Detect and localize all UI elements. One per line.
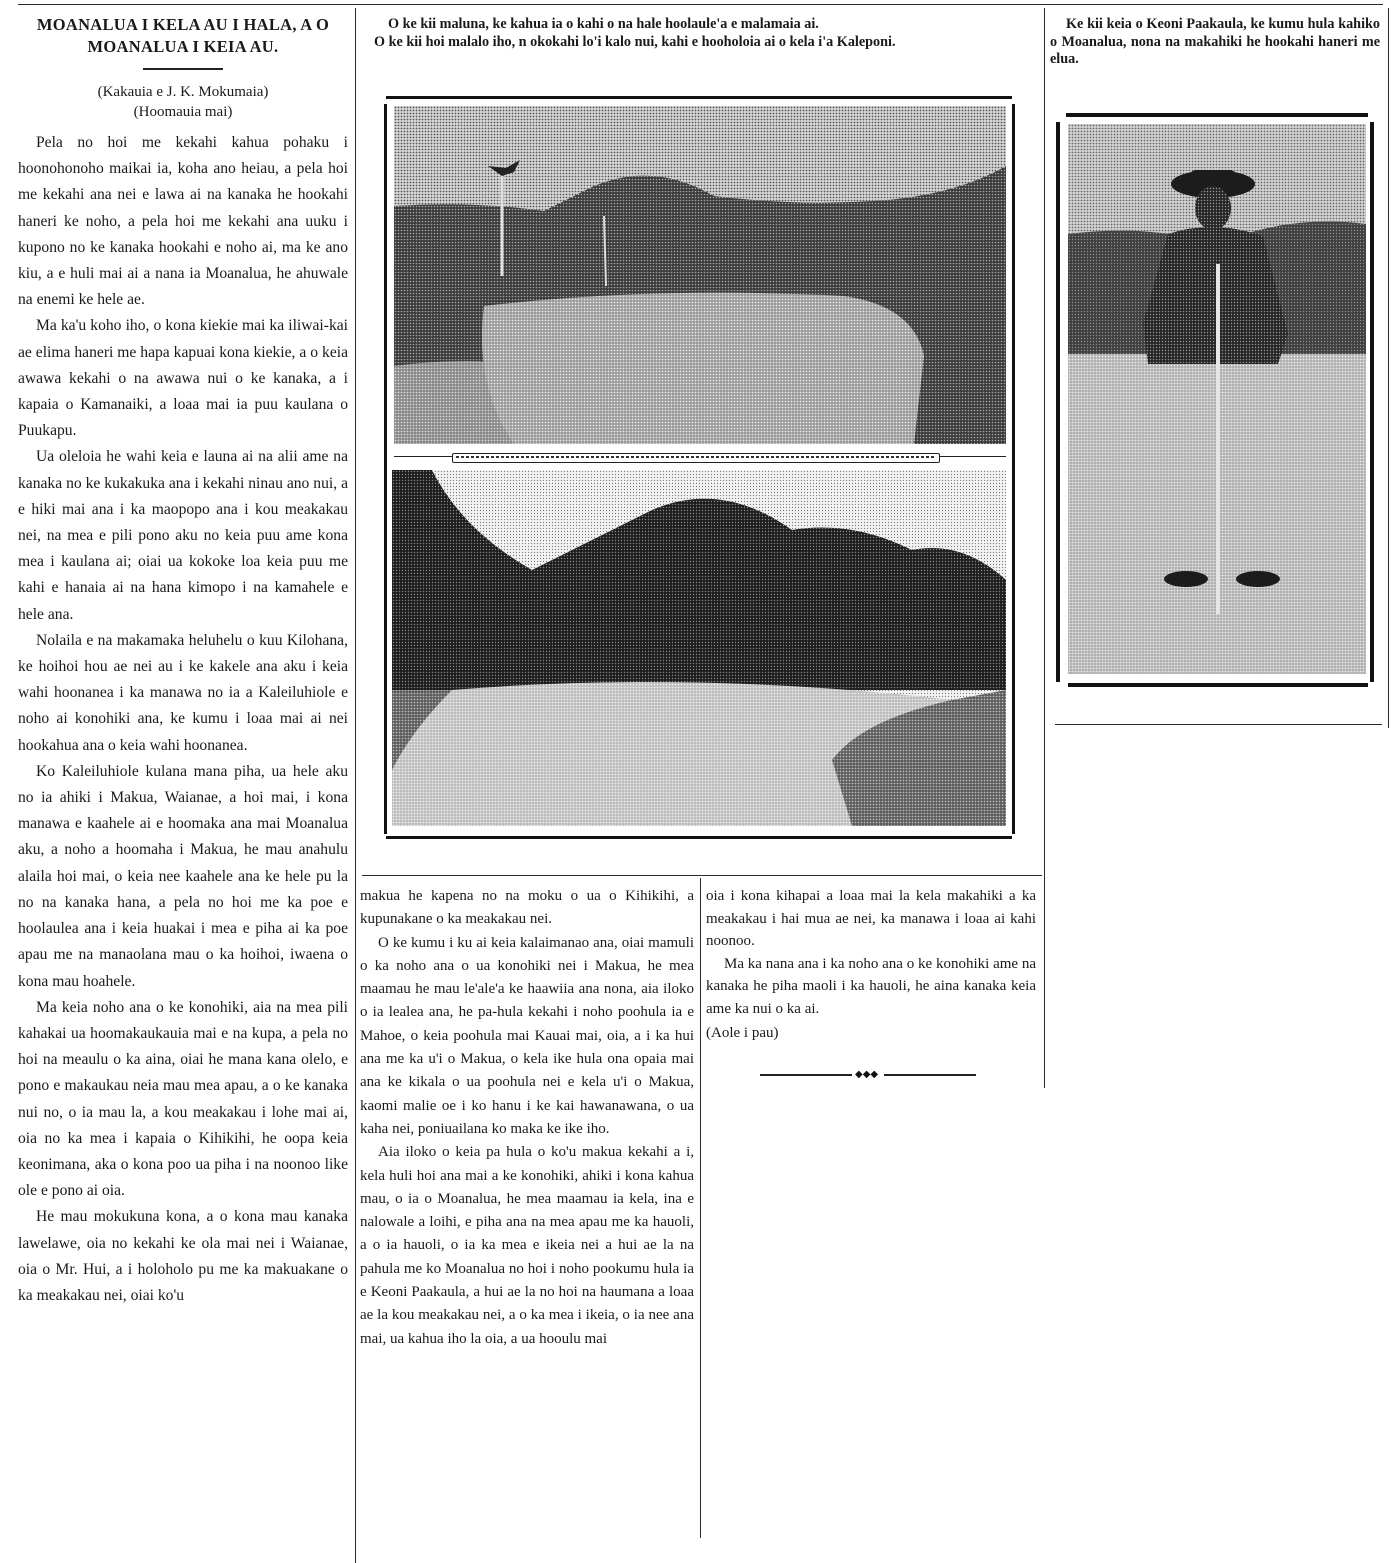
paragraph: Ma keia noho ana o ke konohiki, aia na mea pili kahakai ua hoomakaukauia mai e na kupa, a pela no hoi na meaulu o ka aina, oiai he mana kana olelo, e pono e makaukau neia mau mea apau, a o ke kanaka nui no, o ia mau la, a kou meakakau i lohe mai ai, oia no ka mea i kapaia o Kihikihi, he oopa keia keonimana, aka o kona poo ua piha i na noonoo like ole e pono ai oia. xyxy=(18,998,348,1200)
paragraph: Ma ka'u koho iho, o kona kiekie mai ka iliwai-kai ae elima haneri me hapa kapuai kona kiekie, a o keia awawa kekahi o na awawa nui o ke kanaka, a i kapaia o Kamanaiki, a loaa mai ia puu kaulana o Puukapu. xyxy=(18,317,348,440)
article-subline: (Hoomauia mai) xyxy=(133,104,233,120)
paragraph: Ma ka nana ana i ka noho ana o ke konohiki ame na kanaka he piha maoli i ka hauoli, he aina kanaka keia ame ka nui o ka ai. xyxy=(706,955,1036,1017)
center-photo-caption xyxy=(362,16,1034,51)
column-rule-3 xyxy=(700,878,701,1538)
article-headline: MOANALUA I KELA AU I HALA, A O MOANALUA I KEIA AU. xyxy=(36,15,330,56)
article-byline: (Kakauia e J. K. Mokumaia) xyxy=(97,84,269,100)
paragraph: Pela no hoi me kekahi kahua pohaku i hoonohonoho maikai ia, koha ano heiau, a pela hoi me kekahi ana nei e lawa ai na kanaka he hookahi haneri ke noho, a pela hoi me kekahi ana uuku i kupono no ke kanaka hookahi e noho ai, ma ke ano kiu, a e huli mai ai a nana ia Moanalua, he ahuwale na enemi ke hele ae. xyxy=(18,134,348,309)
caption-text: Ke kii keia o Keoni Paakaula, ke kumu hula kahiko o Moanalua, nona na makahiki he hookahi haneri me elua. xyxy=(1050,16,1380,67)
right-photo-bottom-rule xyxy=(1055,724,1382,725)
paragraph: Ua oleloia he wahi keia e launa ai na alii ame na kanaka no ke kukakuka ana i kekahi ninau ano nui, a e hiki mai ana i ka maopopo ana i kou meakakau nei, na mea e pili pono aku no keia puu ame kona mea i kaulana ai; oiai ua kokoke loa keia puu me kahi e hanaia ai na hana kimopo i na kamahele e hele ana. xyxy=(18,448,348,623)
landscape-field-image xyxy=(394,106,1006,444)
portrait-frame-bottom xyxy=(1068,683,1368,687)
photo-portrait-keoni-paakaula xyxy=(1068,124,1366,674)
paragraph: oia i kona kihapai a loaa mai la kela makahiki a ka meakakau i hai mua ae nei, ka manawa i loaa ai kahi noonoo. xyxy=(706,888,1036,949)
caption-line: O ke kii maluna, ke kahua ia o kahi o na hale hoolaule'a e malamaia ai. xyxy=(388,16,819,32)
photo-fishpond xyxy=(392,470,1006,826)
article-body-col3 xyxy=(706,885,1036,1045)
right-photo-caption xyxy=(1050,16,1380,69)
portrait-image xyxy=(1068,124,1366,674)
column-rule-4 xyxy=(1388,8,1389,728)
continued-note: (Aole i pau) xyxy=(706,1025,779,1041)
headline-divider xyxy=(143,68,223,70)
paragraph: Nolaila e na makamaka heluhelu o kuu Kilohana, ke hoihoi hou ae nei au i ke kakele ana aku i keia wahi hoonanea i ka manawa no ia a Kaleiluhiole e noho ai konohiki ana, ke kumu i loaa mai ai nei hookahua ana o keia wahi hoonanea. xyxy=(18,631,348,754)
photo-ornament-divider xyxy=(394,452,1006,464)
photo-frame-right xyxy=(1012,104,1015,834)
column-rule-2 xyxy=(1044,8,1045,1088)
section-rule xyxy=(362,875,1042,876)
article-column-1 xyxy=(18,0,348,1309)
paragraph: Aia iloko o keia pa hula o ko'u makua kekahi a i, kela huli hoi ana mai a ke konohiki, ahiki i kona kahua mau, o ia o Moanalua, he mea maamau ia kela, ina e nalowale a loihi, e piha ana na mea apau me ka hauoli, a o ia hauoli, o ia ka mea e ikeia nei a hui ae la na pahula me ko Moanalua no hoi i noho pookumu hula ia e Keoni Paakaula, a hui ae la no hoi na haumana a loaa ae la kou meakakau nei, a o ka mea i ikeia, o ia nee ana mai, ua kahua iho la oia, a ua hooulu mai xyxy=(360,1144,694,1347)
diamond-ornament-icon: ◆◆◆ xyxy=(855,1069,879,1080)
article-body-col1 xyxy=(18,130,348,1309)
paragraph: He mau mokukuna kona, a o kona mau kanaka lawelawe, oia no kekahi ke ola mai nei i Waianae, oia o Mr. Hui, a i holoholo pu me ka makuakane o ka meakakau nei, oiai ko'u xyxy=(18,1208,348,1304)
photo-frame-top xyxy=(386,96,1012,99)
photo-landscape-field xyxy=(394,106,1006,444)
end-ornament xyxy=(760,1070,976,1080)
caption-line: O ke kii hoi malalo iho, n okokahi lo'i kalo nui, kahi e hooholoia ai o kela i'a Kaleponi. xyxy=(374,33,896,50)
portrait-frame-top xyxy=(1066,113,1368,117)
fishpond-image xyxy=(392,470,1006,826)
photo-frame-left xyxy=(384,104,387,834)
portrait-frame-left xyxy=(1056,122,1060,682)
portrait-frame-right xyxy=(1370,122,1374,682)
photo-frame-bottom xyxy=(386,836,1012,839)
paragraph: O ke kumu i ku ai keia kalaimanao ana, oiai mamuli o ka noho ana o ua konohiki nei i Makua, he mea maamau he mau le'ale'a ke haawiia ana nona, aia iloko o ia lealea ana, he pa-hula kekahi i noho poohula ia e Mahoe, o keia poohula mai Kauai mai, oia, a i ka hui ana me ka u'i o Makua, o kela ike hula ona opaia mai ana ke kikala o ua poohula nei e kela u'i o Makua, kaomi malie oe i ko hanu i ke kai hawanawana, o ua kaha nei, poniuailana ko maka ke ike iho. xyxy=(360,934,694,1137)
column-rule-1 xyxy=(355,8,356,1563)
paragraph: Ko Kaleiluhiole kulana mana piha, ua hele aku no ia ahiki i Makua, Waianae, a hoi mai, i kona manawa e kaahele ai e hoomaka ana mai Moanalua aku, a noho a hoomaha i Makua, he mau anahulu alaila hoi mai, o keia nee kaahele ana ke hele pu la no na kanaka hana, a pela no hoi me ka poe e hoolaulea ana i keia huakai i mea e piha ai ka poe apau me na manaolana mau o ka hoihoi, iwaena o kona mau hoahele. xyxy=(18,762,348,990)
article-body-col2 xyxy=(360,885,694,1351)
paragraph: makua he kapena no na moku o ua o Kihikihi, a kupunakane o ka meakakau nei. xyxy=(360,888,694,928)
